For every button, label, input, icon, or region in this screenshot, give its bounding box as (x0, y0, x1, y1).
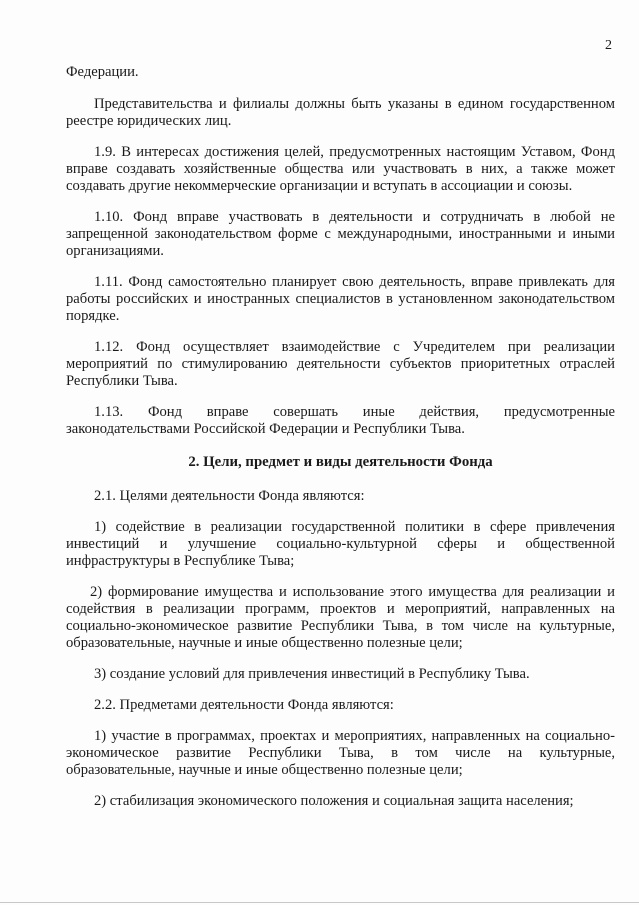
paragraph: 2.1. Целями деятельности Фонда являются: (94, 488, 365, 504)
list-item: 2) стабилизация экономического положения и социальная защита населения; (94, 793, 574, 809)
list-item: 1) участие в программах, проектах и мероприятиях, направленных на социально-экономическое развитие Республики Тыва, в том числе на культурные, образовательные, научные и иные общественно полезные цели; (66, 728, 615, 778)
section-heading: 2. Цели, предмет и виды деятельности Фонда (188, 454, 493, 470)
paragraph: 1.9. В интересах достижения целей, предусмотренных настоящим Уставом, Фонд вправе создавать хозяйственные общества или участвовать в них, а также может создавать другие некоммерческие организации и вступать в ассоциации и союзы. (66, 144, 615, 194)
page-number: 2 (605, 38, 612, 53)
document-body (66, 64, 615, 824)
list-item: 2) формирование имущества и использование этого имущества для реализации и содействия в реализации программ, проектов и мероприятий, направленных на социально-экономическое развитие Республики Тыва, в том числе на культурные, образовательные, научные и иные общественно полезные цели; (66, 584, 615, 651)
paragraph: Федерации. (66, 64, 139, 80)
paragraph: 1.10. Фонд вправе участвовать в деятельности и сотрудничать в любой не запрещенной законодательством форме с международными, иностранными и иными организациями. (66, 209, 615, 259)
paragraph: 1.12. Фонд осуществляет взаимодействие с Учредителем при реализации мероприятий по стимулированию деятельности субъектов приоритетных отраслей Республики Тыва. (66, 339, 615, 389)
page-bottom-edge (0, 902, 639, 903)
list-item: 1) содействие в реализации государственной политики в сфере привлечения инвестиций и улучшение социально-культурной сферы и общественной инфраструктуры в Республике Тыва; (66, 519, 615, 569)
paragraph: 1.13. Фонд вправе совершать иные действия, предусмотренные законодательствами Российской Федерации и Республики Тыва. (66, 404, 615, 437)
paragraph: 1.11. Фонд самостоятельно планирует свою деятельность, вправе привлекать для работы российских и иностранных специалистов в установленном законодательством порядке. (66, 274, 615, 324)
paragraph: Представительства и филиалы должны быть указаны в едином государственном реестре юридических лиц. (66, 96, 615, 129)
list-item: 3) создание условий для привлечения инвестиций в Республику Тыва. (94, 666, 530, 682)
paragraph: 2.2. Предметами деятельности Фонда являются: (94, 697, 394, 713)
